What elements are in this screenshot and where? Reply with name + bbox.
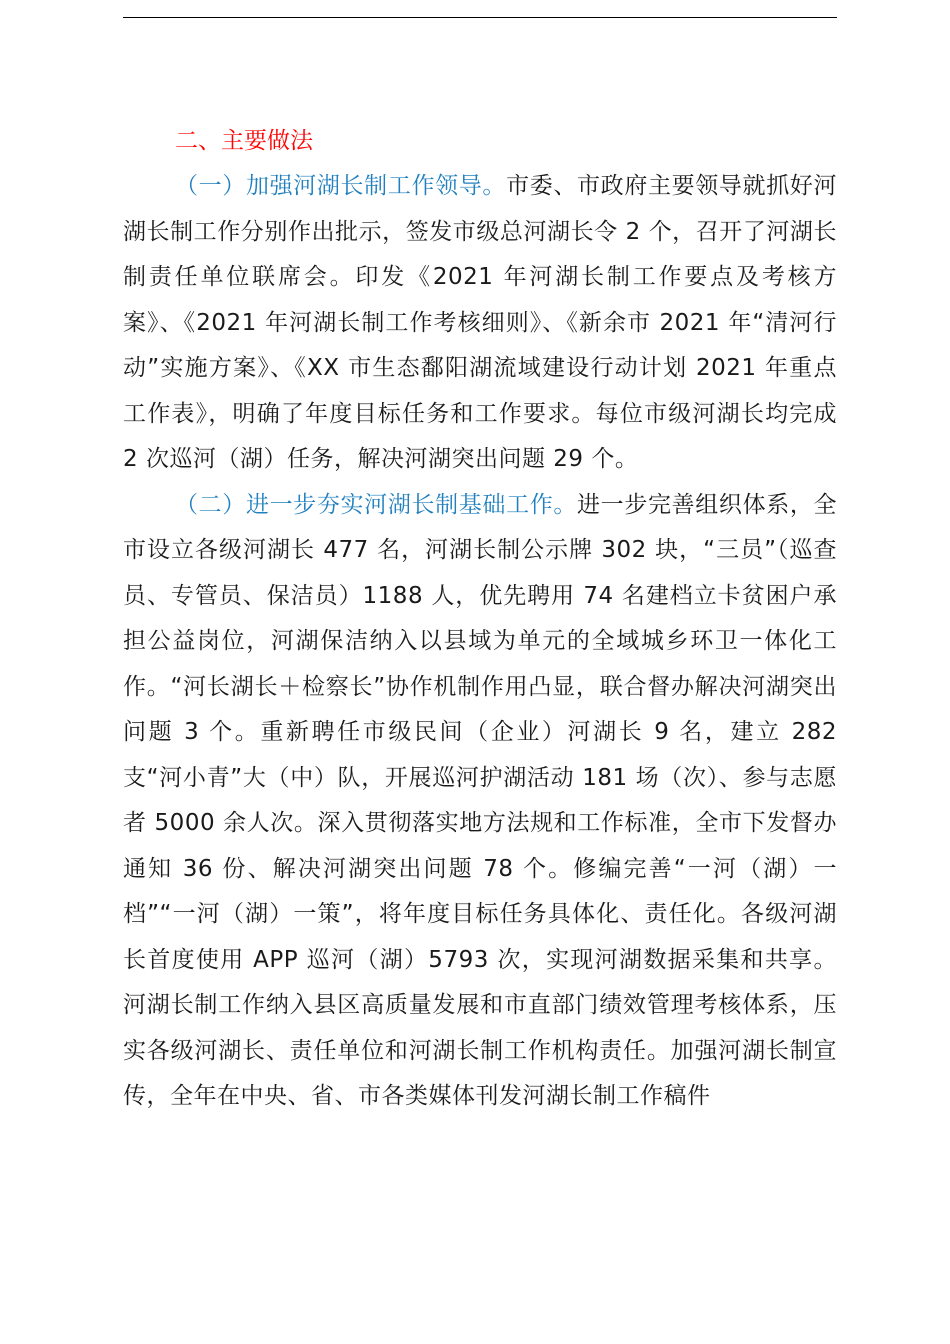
document-body — [123, 118, 837, 1120]
paragraph-2-lead: （二）进一步夯实河湖长制基础工作。 — [175, 491, 578, 518]
paragraph-2 — [123, 483, 837, 1120]
paragraph-1-lead: （一）加强河湖长制工作领导。 — [175, 173, 507, 199]
section-heading: 二、主要做法 — [175, 128, 313, 154]
paragraph-1 — [123, 164, 837, 483]
header-rule — [123, 17, 837, 18]
paragraph-2-body: 进一步完善组织体系，全市设立各级河湖长 477 名，河湖长制公示牌 302 块，“三员”（巡查员、专管员、保洁员）1188 人，优先聘用 74 名建档立卡贫困户承担公益岗位，河湖保洁纳入以县域为单元的全域城乡环卫一体化工作。“河长湖长＋检察长”协作机制作用凸显，联合督办解决河湖突出问题 3 个。重新聘任市级民间（企业）河湖长 9 名，建立 282 支“河小青”大（中）队，开展巡河护湖活动 181 场（次）、参与志愿者 5000 余人次。深入贯彻落实地方法规和工作标准，全市下发督办通知 36 份、解决河湖突出问题 78 个。修编完善“一河（湖）一档”“一河（湖）一策”，将年度目标任务具体化、责任化。各级河湖长首度使用 APP 巡河（湖）5793 次，实现河湖数据采集和共享。河湖长制工作纳入县区高质量发展和市直部门绩效管理考核体系，压实各级河湖长、责任单位和河湖长制工作机构责任。加强河湖长制宣传，全年在中央、省、市各类媒体刊发河湖长制工作稿件 — [123, 491, 838, 1109]
paragraph-1-body: 市委、市政府主要领导就抓好河湖长制工作分别作出批示，签发市级总河湖长令 2 个，召开了河湖长制责任单位联席会。印发《2021 年河湖长制工作要点及考核方案》、《2021 年河湖长制工作考核细则》、《新余市 2021 年“清河行动”实施方案》、《XX 市生态鄱阳湖流域建设行动计划 2021 年重点工作表》，明确了年度目标任务和工作要求。每位市级河湖长均完成 2 次巡河（湖）任务，解决河湖突出问题 29 个。 — [123, 173, 838, 472]
